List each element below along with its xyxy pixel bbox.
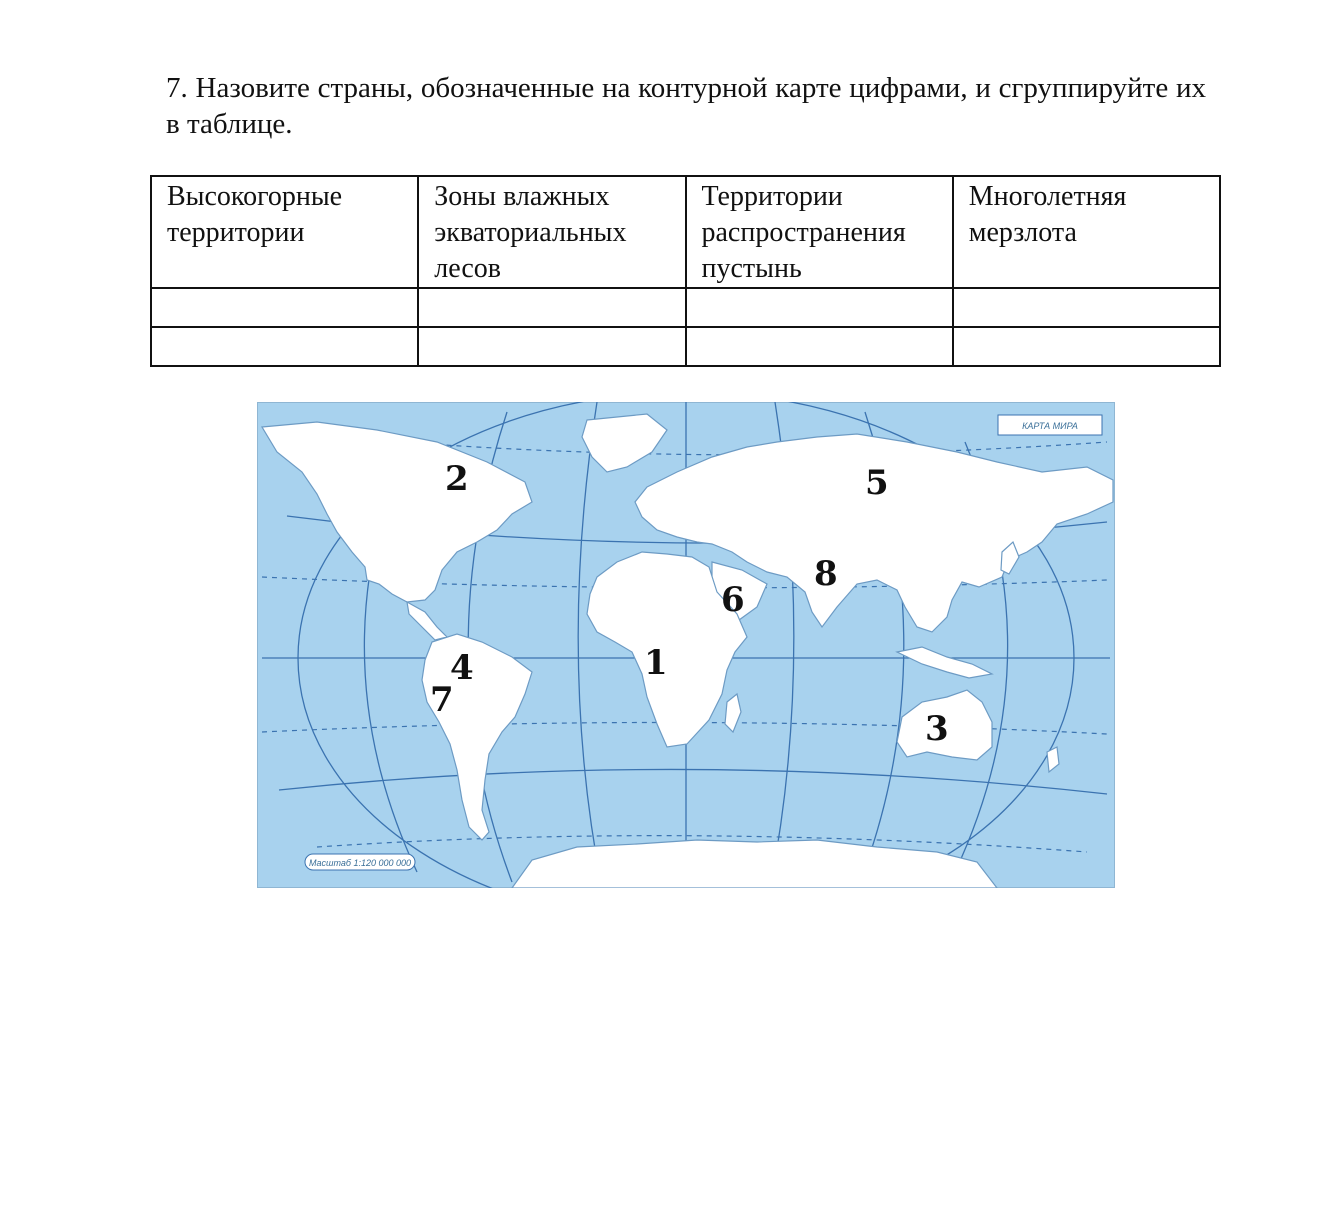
map-label-3: 3	[925, 709, 949, 749]
header-label: Зоны влажных экваториальных лесов	[434, 181, 627, 284]
table-cell[interactable]	[686, 288, 953, 327]
table-row	[151, 288, 1220, 327]
map-title: КАРТА МИРА	[1022, 421, 1078, 431]
task-text: 7. Назовите страны, обозначенные на контурной карте цифрами, и сгруппируйте их в таблице.	[166, 72, 1206, 140]
map-label-6: 6	[721, 580, 745, 620]
table-cell[interactable]	[151, 288, 418, 327]
table-row	[151, 327, 1220, 366]
world-contour-map	[257, 402, 1115, 888]
map-label-8: 8	[814, 554, 838, 594]
header-label: Высокогорные территории	[167, 181, 343, 248]
table-cell[interactable]	[418, 327, 685, 366]
map-label-4: 4	[450, 648, 474, 688]
header-permafrost	[953, 176, 1220, 288]
header-label: Многолетняя мерзлота	[968, 181, 1127, 248]
table-cell[interactable]	[953, 288, 1220, 327]
header-highlands	[151, 176, 418, 288]
table-cell[interactable]	[953, 327, 1220, 366]
map-label-1: 1	[644, 643, 668, 683]
header-deserts	[686, 176, 953, 288]
header-label: Территории распространения пустынь	[701, 181, 906, 284]
map-label-5: 5	[865, 463, 889, 503]
map-label-7: 7	[430, 680, 454, 720]
table-cell[interactable]	[418, 288, 685, 327]
table-cell[interactable]	[686, 327, 953, 366]
header-rainforests	[418, 176, 685, 288]
answer-table	[150, 175, 1221, 367]
table-header-row	[151, 176, 1220, 288]
map-label-2: 2	[445, 459, 469, 499]
map-scale: Масштаб 1:120 000 000	[308, 858, 412, 868]
table-cell[interactable]	[151, 327, 418, 366]
